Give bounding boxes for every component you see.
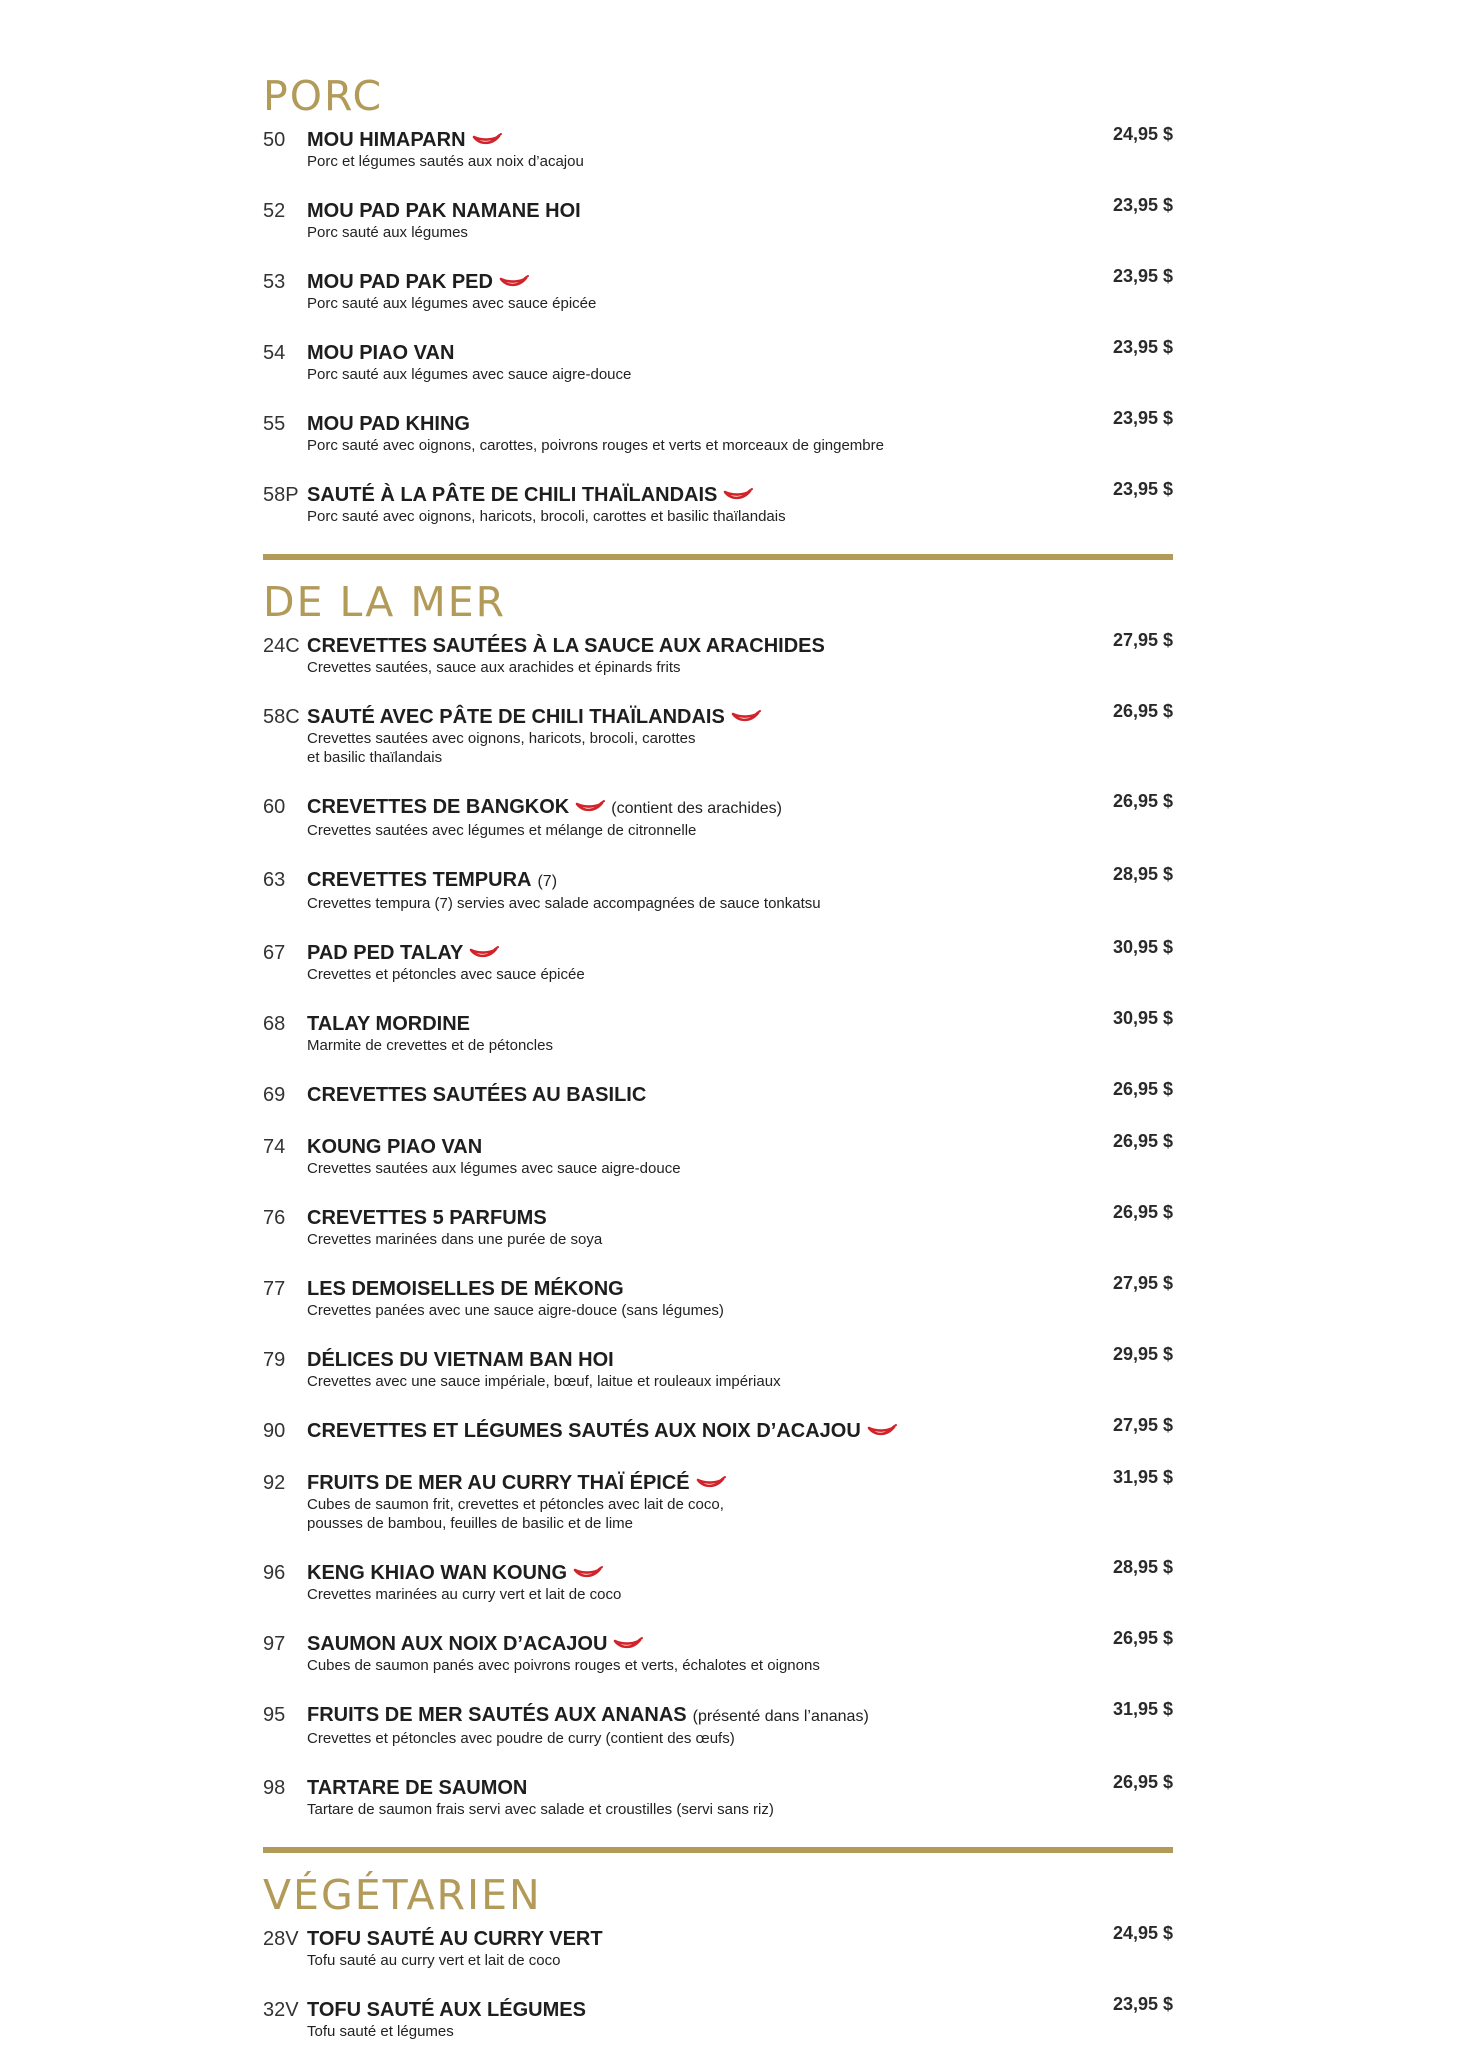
item-price: 27,95 $ <box>1112 1415 1173 1435</box>
menu-item <box>263 1202 1173 1249</box>
section-divider <box>263 1847 1173 1853</box>
item-description: Cubes de saumon panés avec poivrons rouges et verts, échalotes et oignons <box>307 1657 820 1674</box>
item-name-line <box>307 1632 983 1656</box>
item-number: 60 <box>263 796 286 818</box>
item-price: 30,95 $ <box>1112 1008 1173 1028</box>
item-body <box>307 1206 1173 1249</box>
item-name-line <box>307 1206 983 1230</box>
item-price: 23,95 $ <box>1112 266 1173 286</box>
item-note: (contient des arachides) <box>611 800 783 817</box>
item-description: Crevettes sautées avec légumes et mélange de citronnelle <box>307 822 697 839</box>
item-name-line <box>307 1471 983 1495</box>
item-name-line <box>307 1776 983 1800</box>
item-price: 23,95 $ <box>1112 337 1173 357</box>
item-name: MOU PAD KHING <box>307 413 470 435</box>
item-price: 29,95 $ <box>1112 1344 1173 1364</box>
menu <box>263 72 1173 2069</box>
item-name-line <box>307 941 983 965</box>
item-name: SAUTÉ AVEC PÂTE DE CHILI THAÏLANDAIS <box>307 706 725 728</box>
item-description: Porc sauté aux légumes <box>307 224 468 241</box>
item-price: 23,95 $ <box>1112 195 1173 215</box>
item-description: Porc sauté avec oignons, haricots, brocoli, carottes et basilic thaïlandais <box>307 508 786 525</box>
item-price: 27,95 $ <box>1112 630 1173 650</box>
item-description: Crevettes sautées avec oignons, haricots, brocoli, carottes et basilic thaïlandais <box>307 730 696 766</box>
menu-item <box>263 1131 1173 1178</box>
item-name-line <box>307 795 983 821</box>
menu-item <box>263 937 1173 984</box>
item-number: 54 <box>263 342 286 364</box>
item-description: Crevettes panées avec une sauce aigre-douce (sans légumes) <box>307 1302 724 1319</box>
item-price: 26,95 $ <box>1112 1202 1173 1222</box>
item-price: 28,95 $ <box>1112 1557 1173 1577</box>
menu-item <box>263 1273 1173 1320</box>
item-body <box>307 1135 1173 1178</box>
item-body <box>307 1927 1173 1970</box>
item-name: FRUITS DE MER SAUTÉS AUX ANANAS <box>307 1704 687 1726</box>
menu-section <box>263 72 1173 526</box>
item-description: Crevettes et pétoncles avec poudre de curry (contient des œufs) <box>307 1730 735 1747</box>
item-name-line <box>307 705 983 729</box>
menu-section <box>263 578 1173 1819</box>
chili-pepper-icon <box>573 1563 603 1579</box>
item-body <box>307 1561 1173 1604</box>
item-name: KOUNG PIAO VAN <box>307 1136 483 1158</box>
item-number: 52 <box>263 200 286 222</box>
item-name: TARTARE DE SAUMON <box>307 1777 528 1799</box>
item-name: MOU PAD PAK PED <box>307 271 493 293</box>
item-number: 92 <box>263 1472 286 1494</box>
item-name: TALAY MORDINE <box>307 1013 470 1035</box>
item-name: SAUMON AUX NOIX D’ACAJOU <box>307 1633 608 1655</box>
item-note: (7) <box>537 873 558 890</box>
item-body <box>307 1083 1173 1107</box>
item-name: FRUITS DE MER AU CURRY THAÏ ÉPICÉ <box>307 1472 690 1494</box>
item-description: Crevettes et pétoncles avec sauce épicée <box>307 966 585 983</box>
item-name-line <box>307 1083 983 1107</box>
item-name: SAUTÉ À LA PÂTE DE CHILI THAÏLANDAIS <box>307 484 718 506</box>
item-description: Porc sauté aux légumes avec sauce épicée <box>307 295 597 312</box>
menu-item <box>263 1699 1173 1748</box>
item-price: 31,95 $ <box>1112 1699 1173 1719</box>
menu-item <box>263 408 1173 455</box>
menu-item <box>263 1415 1173 1443</box>
item-price: 23,95 $ <box>1112 1994 1173 2014</box>
item-body <box>307 270 1173 313</box>
section-divider <box>263 554 1173 560</box>
item-price: 26,95 $ <box>1112 1628 1173 1648</box>
item-body <box>307 1277 1173 1320</box>
section-title: PORC <box>263 72 384 120</box>
item-price: 26,95 $ <box>1112 791 1173 811</box>
item-description: Crevettes tempura (7) servies avec salade accompagnées de sauce tonkatsu <box>307 895 821 912</box>
item-price: 26,95 $ <box>1112 1772 1173 1792</box>
menu-item <box>263 337 1173 384</box>
item-name: MOU HIMAPARN <box>307 129 466 151</box>
chili-pepper-icon <box>723 485 753 501</box>
item-body <box>307 1703 1173 1748</box>
item-number: 63 <box>263 869 286 891</box>
item-number: 28V <box>263 1928 299 1950</box>
item-description: Porc sauté aux légumes avec sauce aigre-douce <box>307 366 632 383</box>
item-body <box>307 1776 1173 1819</box>
item-name-line <box>307 868 983 894</box>
item-name-line <box>307 1012 983 1036</box>
item-number: 98 <box>263 1777 286 1799</box>
item-name: LES DEMOISELLES DE MÉKONG <box>307 1278 624 1300</box>
chili-pepper-icon <box>696 1473 726 1489</box>
item-name-line <box>307 634 983 658</box>
item-number: 76 <box>263 1207 286 1229</box>
menu-item <box>263 791 1173 840</box>
item-number: 69 <box>263 1084 286 1106</box>
item-body <box>307 1348 1173 1391</box>
chili-pepper-icon <box>613 1634 643 1650</box>
item-body <box>307 1419 1173 1443</box>
item-name-line <box>307 199 983 223</box>
item-number: 96 <box>263 1562 286 1584</box>
item-body <box>307 795 1173 840</box>
item-name-line <box>307 483 983 507</box>
item-body <box>307 412 1173 455</box>
item-price: 26,95 $ <box>1112 701 1173 721</box>
menu-item <box>263 1923 1173 1970</box>
item-description: Crevettes sautées, sauce aux arachides et épinards frits <box>307 659 681 676</box>
item-name-line <box>307 341 983 365</box>
item-body <box>307 199 1173 242</box>
item-name: CREVETTES SAUTÉES À LA SAUCE AUX ARACHIDES <box>307 635 825 657</box>
item-description: Porc sauté avec oignons, carottes, poivrons rouges et verts et morceaux de gingembre <box>307 437 884 454</box>
menu-item <box>263 1467 1173 1533</box>
chili-pepper-icon <box>469 943 499 959</box>
menu-item <box>263 1344 1173 1391</box>
item-name: CREVETTES SAUTÉES AU BASILIC <box>307 1084 647 1106</box>
item-number: 97 <box>263 1633 286 1655</box>
chili-pepper-icon <box>499 272 529 288</box>
item-price: 27,95 $ <box>1112 1273 1173 1293</box>
item-description: Marmite de crevettes et de pétoncles <box>307 1037 553 1054</box>
chili-pepper-icon <box>575 797 605 813</box>
item-price: 26,95 $ <box>1112 1079 1173 1099</box>
item-note: (présenté dans l’ananas) <box>692 1708 869 1725</box>
item-name: CREVETTES 5 PARFUMS <box>307 1207 547 1229</box>
chili-pepper-icon <box>867 1421 897 1437</box>
item-name: CREVETTES TEMPURA <box>307 869 532 891</box>
menu-item <box>263 266 1173 313</box>
item-name: TOFU SAUTÉ AU CURRY VERT <box>307 1928 603 1950</box>
item-number: 58P <box>263 484 299 506</box>
item-description: Tofu sauté et légumes <box>307 2023 454 2040</box>
item-body <box>307 1012 1173 1055</box>
menu-item <box>263 479 1173 526</box>
item-price: 31,95 $ <box>1112 1467 1173 1487</box>
item-number: 95 <box>263 1704 286 1726</box>
item-price: 24,95 $ <box>1112 124 1173 144</box>
item-description: Tofu sauté au curry vert et lait de coco <box>307 1952 561 1969</box>
item-name-line <box>307 1135 983 1159</box>
item-body <box>307 1998 1173 2041</box>
item-name: TOFU SAUTÉ AUX LÉGUMES <box>307 1999 586 2021</box>
item-name-line <box>307 1277 983 1301</box>
item-number: 79 <box>263 1349 286 1371</box>
item-body <box>307 341 1173 384</box>
section-title: VÉGÉTARIEN <box>263 1871 542 1919</box>
item-number: 77 <box>263 1278 286 1300</box>
item-name-line <box>307 1348 983 1372</box>
item-price: 28,95 $ <box>1112 864 1173 884</box>
menu-item <box>263 1557 1173 1604</box>
item-number: 24C <box>263 635 300 657</box>
item-name: MOU PAD PAK NAMANE HOI <box>307 200 581 222</box>
item-description: Crevettes sautées aux légumes avec sauce aigre-douce <box>307 1160 681 1177</box>
item-price: 23,95 $ <box>1112 408 1173 428</box>
item-body <box>307 483 1173 526</box>
item-description: Cubes de saumon frit, crevettes et pétoncles avec lait de coco, pousses de bambou, feuilles de basilic et de lime <box>307 1496 724 1532</box>
chili-pepper-icon <box>472 130 502 146</box>
menu-item <box>263 864 1173 913</box>
item-description: Tartare de saumon frais servi avec salade et croustilles (servi sans riz) <box>307 1801 774 1818</box>
item-name-line <box>307 1703 983 1729</box>
item-name: MOU PIAO VAN <box>307 342 455 364</box>
item-number: 67 <box>263 942 286 964</box>
menu-item <box>263 630 1173 677</box>
item-description: Crevettes marinées dans une purée de soya <box>307 1231 603 1248</box>
menu-item <box>263 1628 1173 1675</box>
item-description: Crevettes avec une sauce impériale, bœuf, laitue et rouleaux impériaux <box>307 1373 781 1390</box>
item-name-line <box>307 270 983 294</box>
item-number: 53 <box>263 271 286 293</box>
menu-item <box>263 1079 1173 1107</box>
item-body <box>307 1632 1173 1675</box>
item-number: 90 <box>263 1420 286 1442</box>
item-price: 26,95 $ <box>1112 1131 1173 1151</box>
item-body <box>307 1471 1173 1533</box>
item-description: Porc et légumes sautés aux noix d’acajou <box>307 153 584 170</box>
item-price: 23,95 $ <box>1112 479 1173 499</box>
item-number: 68 <box>263 1013 286 1035</box>
item-name: CREVETTES ET LÉGUMES SAUTÉS AUX NOIX D’ACAJOU <box>307 1420 861 1442</box>
item-number: 74 <box>263 1136 286 1158</box>
menu-item <box>263 124 1173 171</box>
item-body <box>307 705 1173 767</box>
item-name-line <box>307 128 983 152</box>
menu-item <box>263 1008 1173 1055</box>
item-name: KENG KHIAO WAN KOUNG <box>307 1562 567 1584</box>
menu-item <box>263 1772 1173 1819</box>
item-number: 55 <box>263 413 286 435</box>
menu-item <box>263 1994 1173 2041</box>
item-body <box>307 941 1173 984</box>
item-price: 30,95 $ <box>1112 937 1173 957</box>
item-name: CREVETTES DE BANGKOK <box>307 796 570 818</box>
chili-pepper-icon <box>731 707 761 723</box>
item-name: PAD PED TALAY <box>307 942 464 964</box>
item-name-line <box>307 1998 983 2022</box>
section-title: DE LA MER <box>263 578 507 626</box>
menu-item <box>263 701 1173 767</box>
item-body <box>307 868 1173 913</box>
menu-section <box>263 1871 1173 2041</box>
menu-item <box>263 195 1173 242</box>
item-number: 50 <box>263 129 286 151</box>
item-description: Crevettes marinées au curry vert et lait de coco <box>307 1586 622 1603</box>
item-name-line <box>307 1419 983 1443</box>
item-name-line <box>307 412 983 436</box>
item-number: 58C <box>263 706 300 728</box>
item-name-line <box>307 1927 983 1951</box>
item-body <box>307 634 1173 677</box>
item-price: 24,95 $ <box>1112 1923 1173 1943</box>
item-body <box>307 128 1173 171</box>
item-name: DÉLICES DU VIETNAM BAN HOI <box>307 1349 614 1371</box>
item-number: 32V <box>263 1999 299 2021</box>
item-name-line <box>307 1561 983 1585</box>
